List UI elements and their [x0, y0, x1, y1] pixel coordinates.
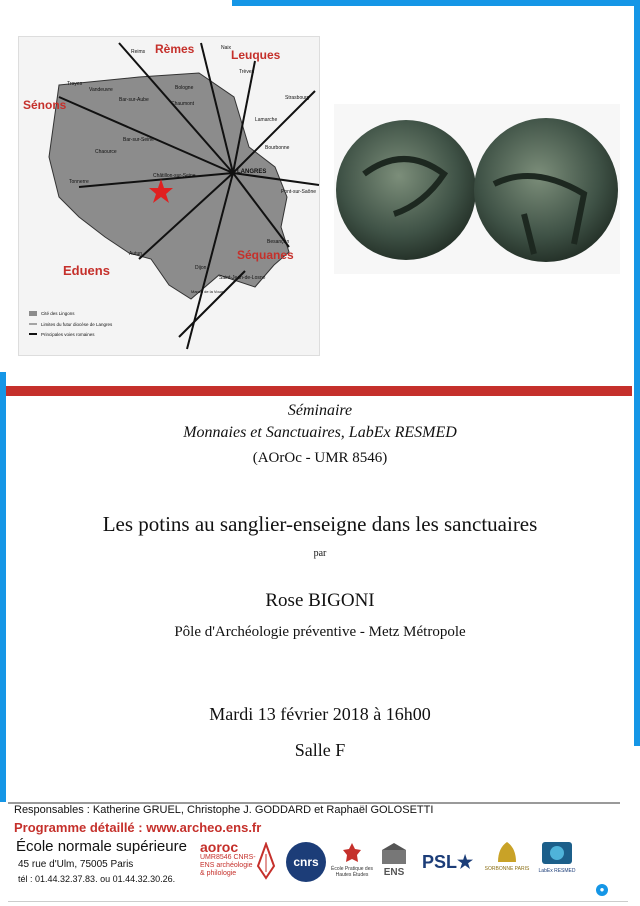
map-town-label: Dijon — [195, 265, 207, 271]
seminar-kicker: Séminaire — [287, 402, 353, 419]
bottom-rule — [8, 901, 628, 902]
school-phone: tél : 01.44.32.37.83. ou 01.44.32.30.26. — [18, 874, 176, 884]
map-legend-item: Limites du futur diocèse de Langres — [41, 322, 113, 327]
organizers-label: Responsables : — [14, 804, 90, 816]
map-town-label: Strasbourg — [285, 95, 310, 101]
map-town-label: Autun — [129, 251, 143, 257]
coin-reverse — [474, 118, 618, 262]
map-image — [18, 36, 320, 356]
organizers-names: Katherine GRUEL, Christophe J. GODDARD et Raphaël GOLOSETTI — [89, 804, 434, 816]
map-town-label: Tonnerre — [69, 179, 89, 185]
school-name: École normale supérieure — [16, 838, 187, 855]
map-town-label: Bar-sur-Aube — [119, 97, 149, 103]
map-town-label: Saint-Jean-de-Losne — [219, 275, 266, 281]
map-town-label: Bologne — [175, 85, 194, 91]
top-blue-bar — [232, 0, 640, 6]
map-region-label: Séquanes — [237, 248, 294, 262]
map-town-label: Vandeuvre — [89, 87, 113, 93]
map-town-label: Bourbonne — [265, 145, 290, 151]
organizers — [14, 804, 514, 816]
red-divider-band — [6, 386, 632, 396]
map-town-label: Pont-sur-Saône — [281, 189, 317, 195]
map-town-label: Besançon — [267, 239, 290, 245]
info-icon: ● — [596, 884, 608, 896]
ephe-logo: École Pratique des Hautes Études — [330, 842, 374, 878]
map-town-label: Marais de la Vouge — [191, 289, 226, 294]
event-room: Salle F — [294, 740, 346, 760]
aoroc-logo: aoroc UMR8546 CNRS-ENS archéologie & philologie — [200, 839, 256, 877]
map-town-label: LANGRES — [237, 169, 267, 175]
map-town-label: Naix — [221, 45, 232, 51]
map-region-label: Rèmes — [155, 42, 195, 56]
cnrs-logo: cnrs — [286, 842, 326, 882]
pen-nib-icon — [254, 842, 278, 880]
ens-logo: ENS — [376, 842, 412, 878]
psl-logo: PSL★ — [422, 852, 474, 872]
program-link[interactable]: Programme détaillé : www.archeo.ens.fr — [14, 820, 262, 835]
map-region-label: Sénons — [23, 98, 67, 112]
map-town-label: Troyes — [67, 81, 83, 87]
speaker-name: Rose BIGONI — [265, 590, 375, 611]
map-town-label: Reims — [131, 49, 146, 55]
speaker-affiliation: Pôle d'Archéologie préventive - Metz Métropole — [174, 624, 466, 640]
by-label: par — [313, 548, 327, 559]
map-legend-item: Principales voies romaines — [41, 332, 95, 337]
map-town-label: Lamarche — [255, 117, 278, 123]
map-legend-item: Cité des Lingons — [41, 311, 75, 316]
map-town-label: Bar-sur-Seine — [123, 137, 154, 143]
sorbonne-logo: SORBONNE PARIS — [484, 840, 530, 872]
coin-obverse — [336, 120, 476, 260]
seminar-title: Monnaies et Sanctuaires, LabEx RESMED — [183, 424, 457, 441]
talk-title: Les potins au sanglier-enseigne dans les sanctuaires — [102, 512, 538, 536]
map-town-label: Chaource — [95, 149, 117, 155]
map-town-label: Trèves — [239, 69, 255, 75]
resmed-logo: LabEx RESMED — [534, 840, 580, 874]
map-town-label: Chaumont — [171, 101, 195, 107]
coins-photo — [334, 104, 620, 274]
map-region-label: Leuques — [231, 48, 281, 62]
map-town-label: Châtillon-sur-Seine — [153, 173, 196, 179]
map-region-label: Eduens — [63, 263, 110, 278]
seminar-unit: (AOrOc - UMR 8546) — [252, 450, 388, 466]
school-address: 45 rue d'Ulm, 75005 Paris — [18, 859, 134, 870]
event-date: Mardi 13 février 2018 à 16h00 — [209, 704, 431, 724]
